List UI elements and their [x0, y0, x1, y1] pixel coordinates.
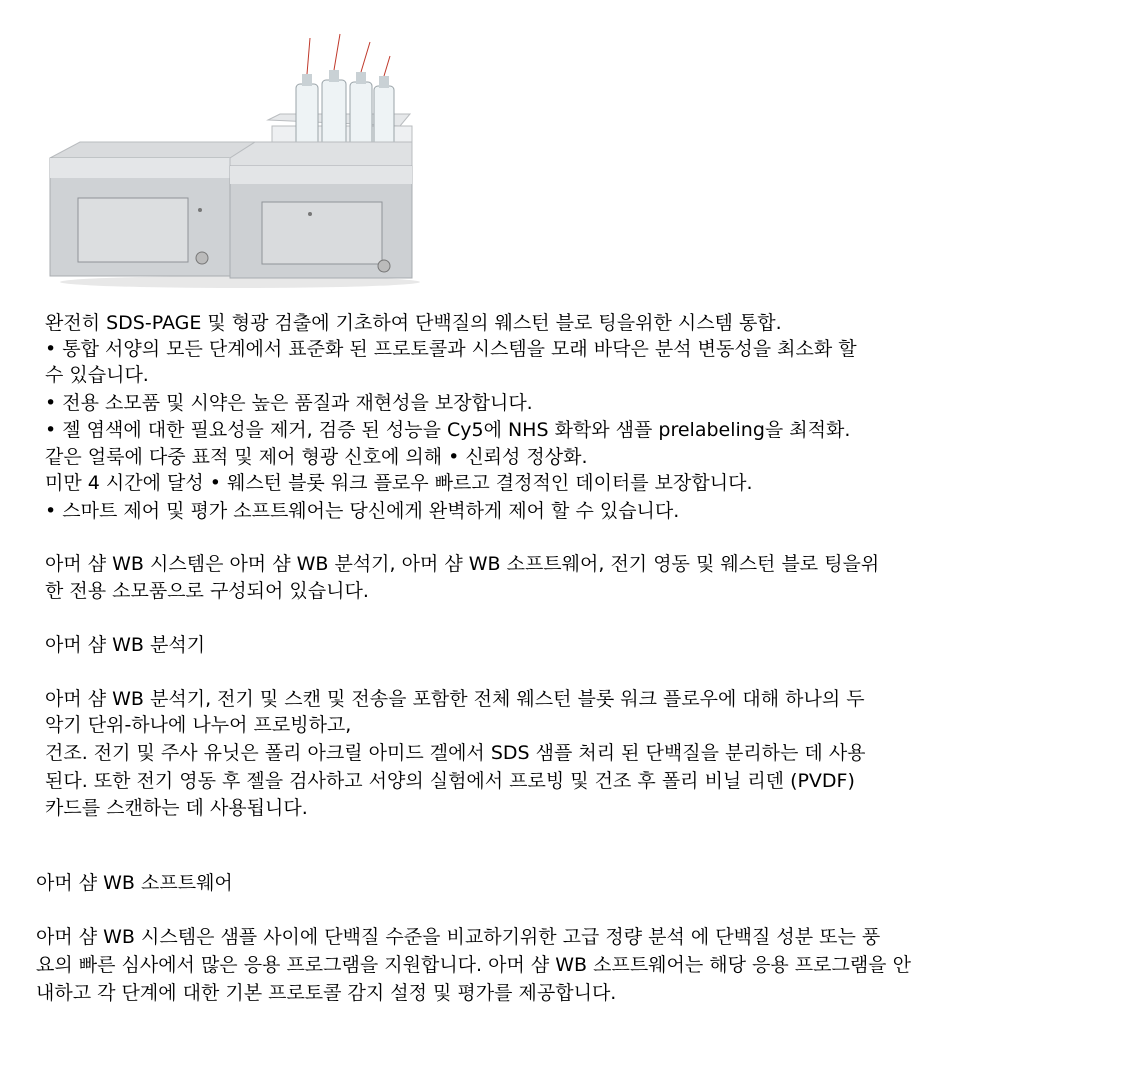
- analyzer-line: 아머 샴 WB 분석기, 전기 및 스캔 및 전송을 포함한 전체 웨스턴 블롯 워크 플로우에 대해 하나의 두: [45, 688, 865, 710]
- analyzer-heading: 아머 샴 WB 분석기: [45, 634, 206, 656]
- intro-line: 완전히 SDS-PAGE 및 형광 검출에 기초하여 단백질의 웨스턴 블로 팅을위한 시스템 통합.: [45, 312, 782, 334]
- intro-line: • 전용 소모품 및 시약은 높은 품질과 재현성을 보장합니다.: [45, 392, 533, 414]
- intro-line: • 스마트 제어 및 평가 소프트웨어는 당신에게 완벽하게 제어 할 수 있습니다.: [45, 500, 680, 522]
- software-heading: 아머 샴 WB 소프트웨어: [36, 872, 233, 894]
- intro-line: 미만 4 시간에 달성 • 웨스턴 블롯 워크 플로우 빠르고 결정적인 데이터를 보장합니다.: [45, 472, 753, 494]
- system-line: 아머 샴 WB 시스템은 아머 샴 WB 분석기, 아머 샴 WB 소프트웨어, 전기 영동 및 웨스턴 블로 팅을위: [45, 553, 880, 575]
- intro-line: 같은 얼룩에 다중 표적 및 제어 형광 신호에 의해 • 신뢰성 정상화.: [45, 446, 588, 468]
- intro-line: • 통합 서양의 모든 단계에서 표준화 된 프로토콜과 시스템을 모래 바닥은 분석 변동성을 최소화 할: [45, 338, 857, 360]
- software-line: 아머 샴 WB 시스템은 샘플 사이에 단백질 수준을 비교하기위한 고급 정량 분석 에 단백질 성분 또는 풍: [36, 926, 881, 948]
- analyzer-line: 된다. 또한 전기 영동 후 젤을 검사하고 서양의 실험에서 프로빙 및 건조 후 폴리 비닐 리덴 (PVDF): [45, 770, 855, 792]
- system-line: 한 전용 소모품으로 구성되어 있습니다.: [45, 580, 369, 602]
- product-image: [40, 30, 430, 292]
- analyzer-line: 악기 단위-하나에 나누어 프로빙하고,: [45, 714, 352, 736]
- software-line: 내하고 각 단계에 대한 기본 프로토콜 감지 설정 및 평가를 제공합니다.: [36, 982, 617, 1004]
- intro-line: • 젤 염색에 대한 필요성을 제거, 검증 된 성능을 Cy5에 NHS 화학와 샘플 prelabeling을 최적화.: [45, 419, 851, 441]
- intro-line: 수 있습니다.: [45, 364, 149, 386]
- analyzer-line: 카드를 스캔하는 데 사용됩니다.: [45, 797, 308, 819]
- analyzer-line: 건조. 전기 및 주사 유닛은 폴리 아크릴 아미드 겔에서 SDS 샘플 처리 된 단백질을 분리하는 데 사용: [45, 742, 866, 764]
- software-line: 요의 빠른 심사에서 많은 응용 프로그램을 지원합니다. 아머 샴 WB 소프트웨어는 해당 응용 프로그램을 안: [36, 954, 911, 976]
